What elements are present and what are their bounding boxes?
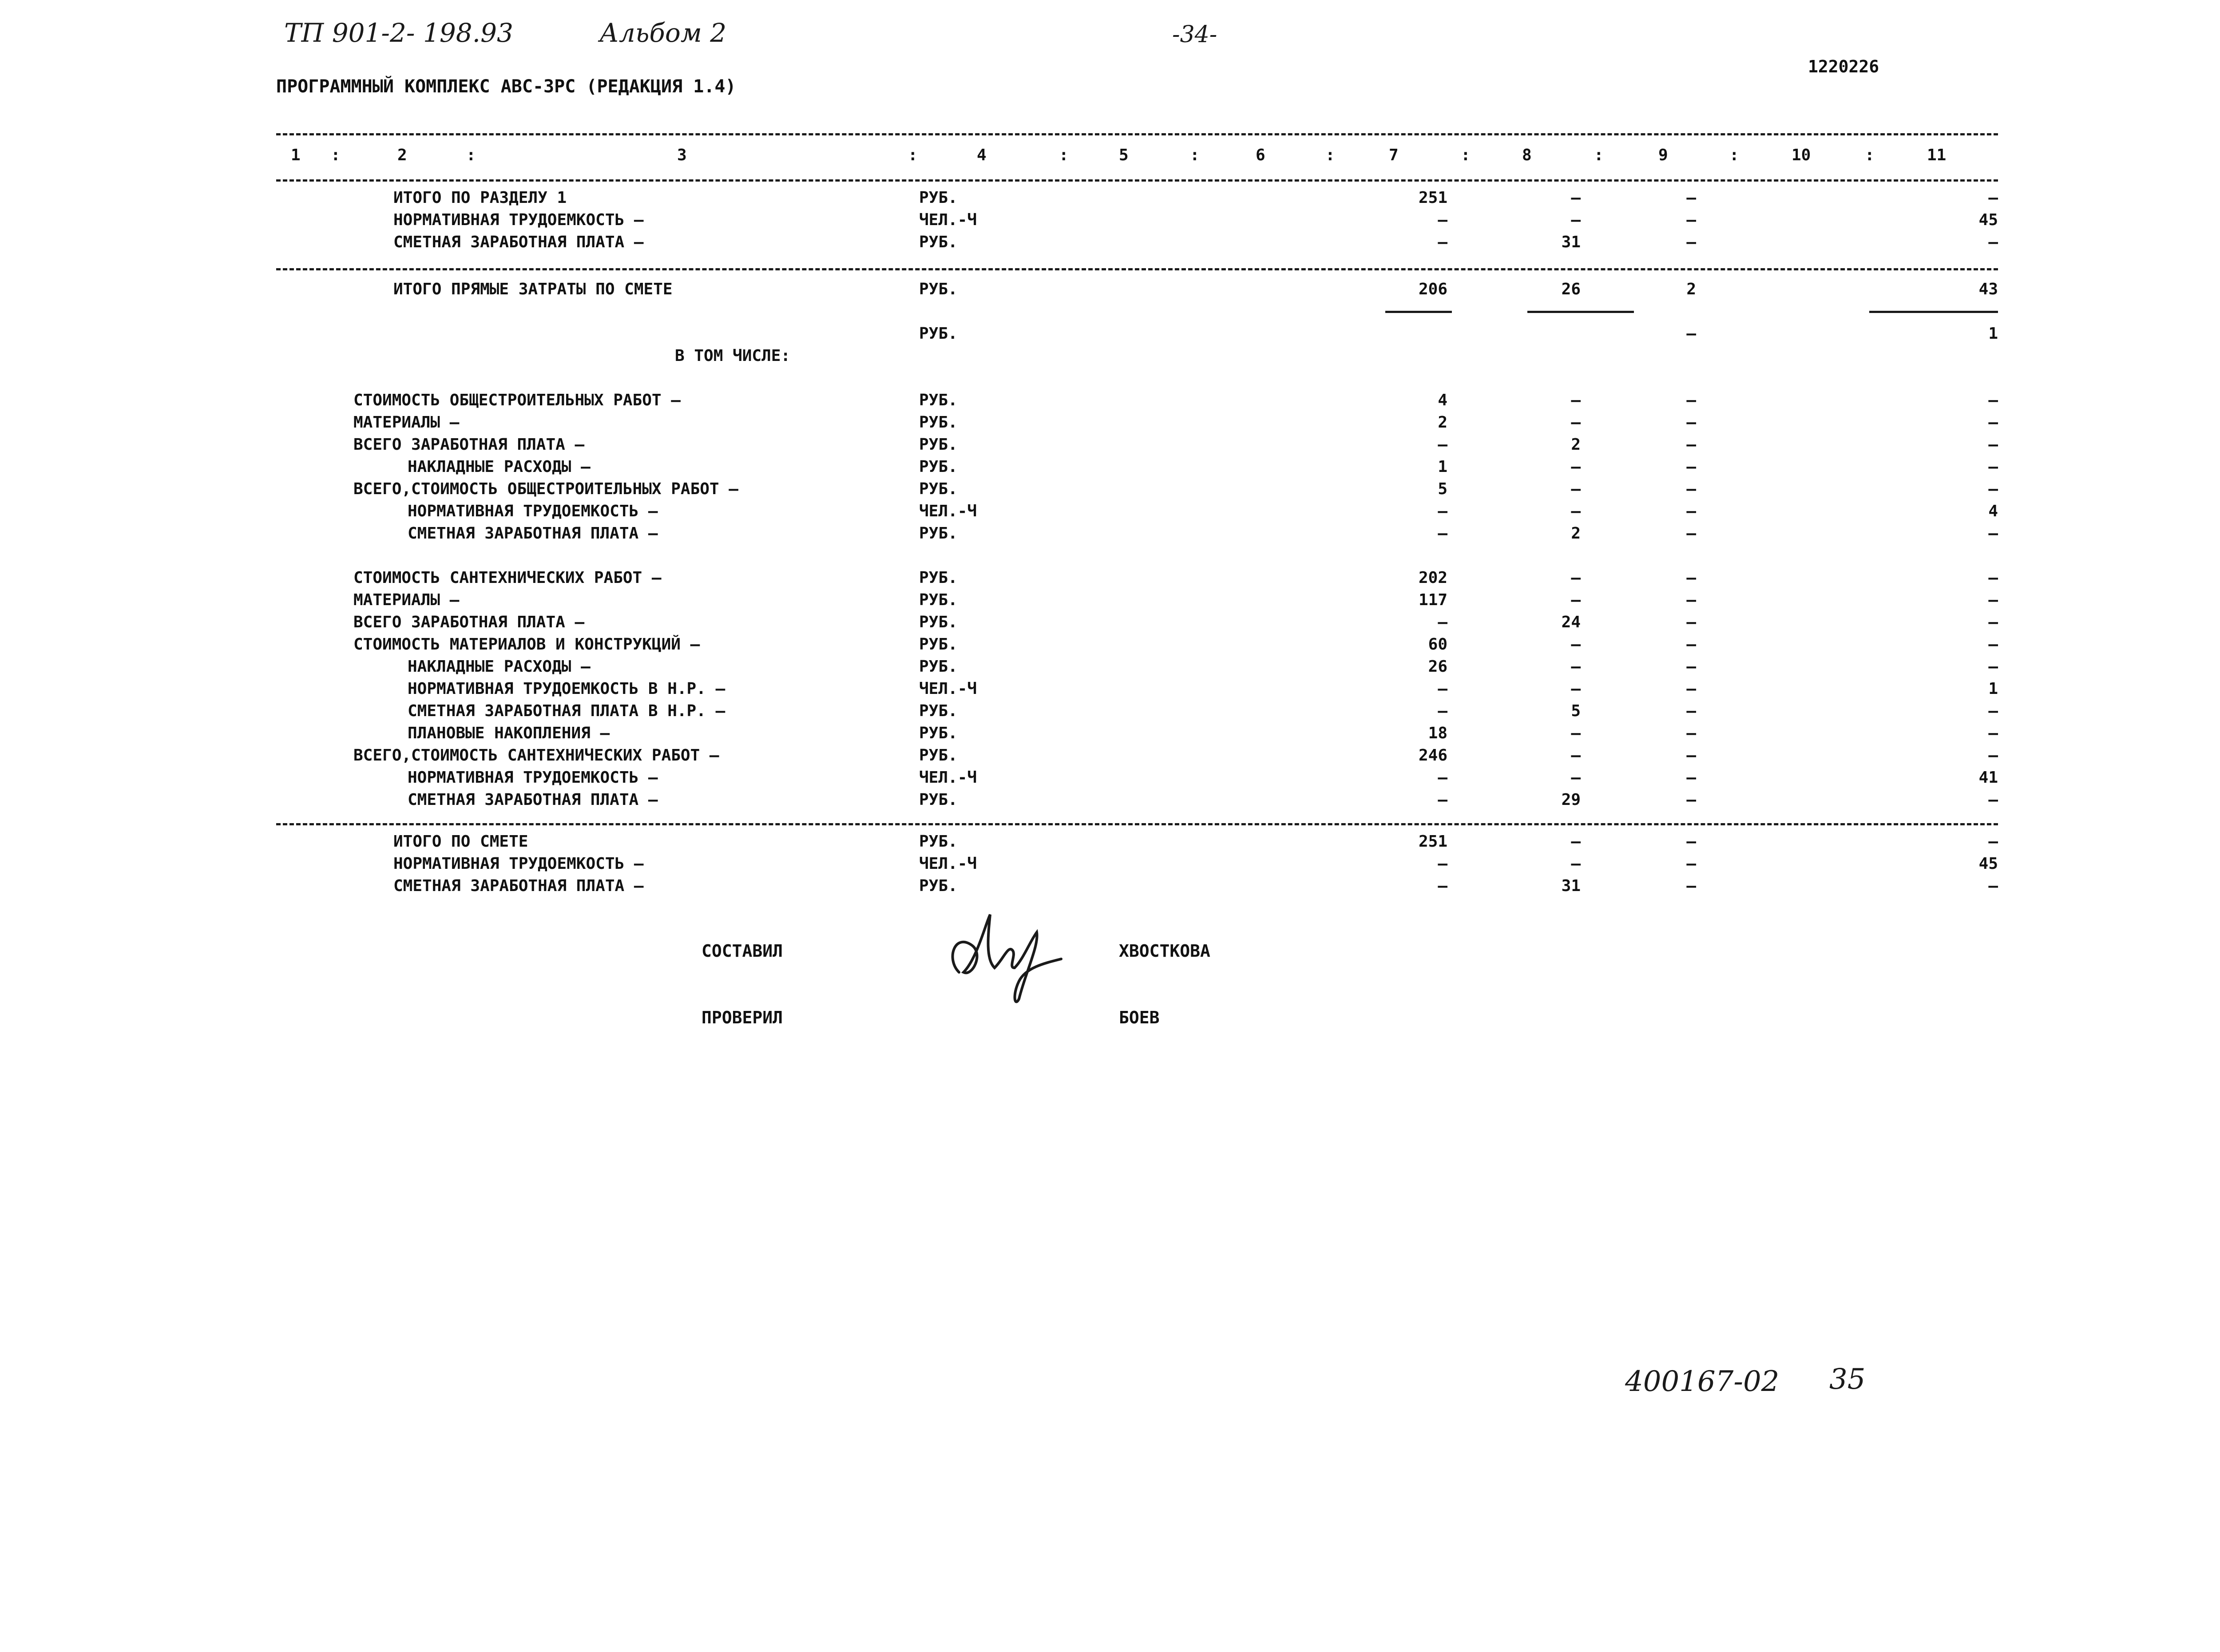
row-value-c11: – xyxy=(1988,702,1998,720)
row-value-c7: – xyxy=(1438,524,1447,543)
row-value-c9: – xyxy=(1686,591,1696,609)
row-value-c11: – xyxy=(1988,832,1998,851)
row-unit: РУБ. xyxy=(919,413,958,432)
row-value-c7: – xyxy=(1438,769,1447,787)
col-separator: : xyxy=(1729,146,1739,164)
col-header-4: 4 xyxy=(977,146,987,164)
sheet-code: 400167-02 xyxy=(1625,1365,1780,1398)
row-value-c9: 2 xyxy=(1686,280,1696,298)
row-label: СТОИМОСТЬ ОБЩЕСТРОИТЕЛЬНЫХ РАБОТ – xyxy=(353,391,681,409)
col-header-11: 11 xyxy=(1927,146,1946,164)
program-title: ПРОГРАММНЫЙ КОМПЛЕКС АВС-3РС (РЕДАКЦИЯ 1.4) xyxy=(276,76,736,97)
table-row xyxy=(0,701,2220,722)
row-value-c8: – xyxy=(1571,658,1581,676)
row-label: СТОИМОСТЬ МАТЕРИАЛОВ И КОНСТРУКЦИЙ – xyxy=(353,635,700,654)
row-value-c8: – xyxy=(1571,769,1581,787)
row-value-c11: 4 xyxy=(1988,502,1998,520)
row-value-c11: 1 xyxy=(1988,325,1998,343)
row-unit: РУБ. xyxy=(919,458,958,476)
row-value-c8: 26 xyxy=(1561,280,1581,298)
row-unit: РУБ. xyxy=(919,613,958,631)
row-value-c11: – xyxy=(1988,458,1998,476)
row-value-c11: – xyxy=(1988,436,1998,454)
row-value-c7: 2 xyxy=(1438,413,1447,432)
row-unit: РУБ. xyxy=(919,635,958,654)
row-unit: РУБ. xyxy=(919,480,958,498)
row-label: НОРМАТИВНАЯ ТРУДОЕМКОСТЬ – xyxy=(393,211,644,229)
row-value-c9: – xyxy=(1686,189,1696,207)
row-value-c8: – xyxy=(1571,502,1581,520)
row-value-c8: 2 xyxy=(1571,524,1581,543)
row-value-c11: 43 xyxy=(1978,280,1998,298)
row-value-c9: – xyxy=(1686,832,1696,851)
col-separator: : xyxy=(1461,146,1471,164)
table-row xyxy=(0,279,2220,300)
col-header-5: 5 xyxy=(1119,146,1129,164)
row-unit: ЧЕЛ.-Ч xyxy=(919,855,977,873)
row-value-c7: – xyxy=(1438,680,1447,698)
row-unit: РУБ. xyxy=(919,436,958,454)
table-row xyxy=(0,323,2220,345)
table-row xyxy=(0,210,2220,231)
row-label: ИТОГО ПО РАЗДЕЛУ 1 xyxy=(393,189,567,207)
row-value-c8: – xyxy=(1571,832,1581,851)
row-value-c8: 31 xyxy=(1561,233,1581,251)
row-value-c7: 4 xyxy=(1438,391,1447,409)
row-label: СМЕТНАЯ ЗАРАБОТНАЯ ПЛАТА В Н.Р. – xyxy=(408,702,725,720)
column-header-row xyxy=(0,145,2220,166)
row-label: ВСЕГО ЗАРАБОТНАЯ ПЛАТА – xyxy=(353,613,585,631)
col-separator: : xyxy=(331,146,341,164)
row-value-c8: – xyxy=(1571,189,1581,207)
row-value-c9: – xyxy=(1686,658,1696,676)
row-unit: РУБ. xyxy=(919,325,958,343)
row-unit: РУБ. xyxy=(919,280,958,298)
row-value-c9: – xyxy=(1686,233,1696,251)
table-row xyxy=(0,567,2220,589)
row-value-c11: – xyxy=(1988,791,1998,809)
row-label: НАКЛАДНЫЕ РАСХОДЫ – xyxy=(408,658,591,676)
row-label: МАТЕРИАЛЫ – xyxy=(353,413,460,432)
row-unit: РУБ. xyxy=(919,391,958,409)
col-header-6: 6 xyxy=(1256,146,1265,164)
row-label: ПЛАНОВЫЕ НАКОПЛЕНИЯ – xyxy=(408,724,610,742)
compiled-label: СОСТАВИЛ xyxy=(702,941,783,961)
row-value-c9: – xyxy=(1686,524,1696,543)
row-value-c9: – xyxy=(1686,635,1696,654)
row-value-c8: – xyxy=(1571,458,1581,476)
row-unit: ЧЕЛ.-Ч xyxy=(919,680,977,698)
row-value-c9: – xyxy=(1686,325,1696,343)
row-unit: РУБ. xyxy=(919,658,958,676)
row-value-c11: 41 xyxy=(1978,769,1998,787)
subtotal-rule-c8 xyxy=(1527,311,1634,313)
row-label: СМЕТНАЯ ЗАРАБОТНАЯ ПЛАТА – xyxy=(408,791,658,809)
col-separator: : xyxy=(1865,146,1875,164)
row-unit: РУБ. xyxy=(919,233,958,251)
col-header-9: 9 xyxy=(1658,146,1668,164)
row-unit: ЧЕЛ.-Ч xyxy=(919,211,977,229)
subtotal-rule-c11 xyxy=(1869,311,1998,313)
row-value-c7: 251 xyxy=(1418,832,1447,851)
row-value-c8: 29 xyxy=(1561,791,1581,809)
col-header-8: 8 xyxy=(1522,146,1532,164)
row-value-c7: – xyxy=(1438,791,1447,809)
table-row xyxy=(0,831,2220,852)
row-value-c9: – xyxy=(1686,791,1696,809)
row-value-c8: – xyxy=(1571,724,1581,742)
row-value-c11: – xyxy=(1988,189,1998,207)
table-row xyxy=(0,723,2220,744)
table-row xyxy=(0,678,2220,700)
row-unit: РУБ. xyxy=(919,724,958,742)
row-value-c7: 117 xyxy=(1418,591,1447,609)
row-value-c9: – xyxy=(1686,769,1696,787)
row-unit: ЧЕЛ.-Ч xyxy=(919,769,977,787)
row-value-c7: – xyxy=(1438,502,1447,520)
row-unit: РУБ. xyxy=(919,702,958,720)
row-value-c11: – xyxy=(1988,569,1998,587)
signature-scribble xyxy=(941,906,1066,1008)
table-row xyxy=(0,456,2220,478)
row-value-c11: – xyxy=(1988,746,1998,765)
row-value-c7: 60 xyxy=(1428,635,1447,654)
doc-code: ТП 901-2- 198.93 xyxy=(284,18,513,48)
table-row xyxy=(0,434,2220,456)
row-value-c7: – xyxy=(1438,702,1447,720)
table-row xyxy=(0,590,2220,611)
row-value-c7: 202 xyxy=(1418,569,1447,587)
table-row xyxy=(0,745,2220,766)
row-unit: РУБ. xyxy=(919,189,958,207)
row-value-c11: – xyxy=(1988,658,1998,676)
col-header-1: 1 xyxy=(291,146,301,164)
sheet-number: 35 xyxy=(1829,1363,1866,1396)
row-label: ИТОГО ПРЯМЫЕ ЗАТРАТЫ ПО СМЕТЕ xyxy=(393,280,673,298)
row-unit: ЧЕЛ.-Ч xyxy=(919,502,977,520)
row-value-c11: 45 xyxy=(1978,855,1998,873)
row-value-c9: – xyxy=(1686,458,1696,476)
table-row xyxy=(0,656,2220,677)
row-value-c11: – xyxy=(1988,480,1998,498)
row-value-c9: – xyxy=(1686,702,1696,720)
row-value-c9: – xyxy=(1686,680,1696,698)
row-value-c9: – xyxy=(1686,746,1696,765)
row-value-c8: – xyxy=(1571,211,1581,229)
row-value-c8: 31 xyxy=(1561,877,1581,895)
row-label: ИТОГО ПО СМЕТЕ xyxy=(393,832,528,851)
row-unit: РУБ. xyxy=(919,569,958,587)
row-value-c11: – xyxy=(1988,635,1998,654)
row-unit: РУБ. xyxy=(919,591,958,609)
row-unit: РУБ. xyxy=(919,791,958,809)
table-row xyxy=(0,187,2220,209)
row-value-c11: – xyxy=(1988,877,1998,895)
table-header-rule xyxy=(276,179,1998,182)
table-row xyxy=(0,390,2220,411)
row-value-c8: – xyxy=(1571,413,1581,432)
row-value-c7: – xyxy=(1438,211,1447,229)
row-value-c7: 18 xyxy=(1428,724,1447,742)
col-separator: : xyxy=(908,146,918,164)
row-value-c7: – xyxy=(1438,436,1447,454)
table-row xyxy=(0,767,2220,788)
table-row xyxy=(0,612,2220,633)
row-value-c7: – xyxy=(1438,855,1447,873)
row-unit: РУБ. xyxy=(919,746,958,765)
row-value-c7: 26 xyxy=(1428,658,1447,676)
album-label: Альбом 2 xyxy=(599,18,727,48)
row-value-c7: 251 xyxy=(1418,189,1447,207)
row-value-c8: – xyxy=(1571,569,1581,587)
col-header-3: 3 xyxy=(677,146,687,164)
row-value-c7: 246 xyxy=(1418,746,1447,765)
row-value-c11: – xyxy=(1988,233,1998,251)
row-value-c11: 45 xyxy=(1978,211,1998,229)
row-label: МАТЕРИАЛЫ – xyxy=(353,591,460,609)
row-label: СМЕТНАЯ ЗАРАБОТНАЯ ПЛАТА – xyxy=(408,524,658,543)
table-row xyxy=(0,479,2220,500)
row-label: СМЕТНАЯ ЗАРАБОТНАЯ ПЛАТА – xyxy=(393,233,644,251)
table-row xyxy=(0,523,2220,544)
col-separator: : xyxy=(1190,146,1200,164)
row-value-c11: – xyxy=(1988,613,1998,631)
row-value-c8: – xyxy=(1571,680,1581,698)
row-value-c7: 206 xyxy=(1418,280,1447,298)
row-value-c9: – xyxy=(1686,480,1696,498)
table-row xyxy=(0,232,2220,253)
row-unit: РУБ. xyxy=(919,524,958,543)
table-row xyxy=(0,853,2220,875)
row-value-c9: – xyxy=(1686,724,1696,742)
row-value-c7: – xyxy=(1438,877,1447,895)
row-value-c11: – xyxy=(1988,591,1998,609)
row-value-c8: – xyxy=(1571,746,1581,765)
row-value-c7: 5 xyxy=(1438,480,1447,498)
row-value-c9: – xyxy=(1686,855,1696,873)
row-label: В ТОМ ЧИСЛЕ: xyxy=(675,347,791,365)
row-value-c8: – xyxy=(1571,391,1581,409)
row-label: ВСЕГО,СТОИМОСТЬ ОБЩЕСТРОИТЕЛЬНЫХ РАБОТ – xyxy=(353,480,738,498)
row-value-c9: – xyxy=(1686,613,1696,631)
row-value-c9: – xyxy=(1686,391,1696,409)
row-label: НАКЛАДНЫЕ РАСХОДЫ – xyxy=(408,458,591,476)
row-value-c9: – xyxy=(1686,502,1696,520)
col-header-10: 10 xyxy=(1792,146,1811,164)
row-label: СТОИМОСТЬ САНТЕХНИЧЕСКИХ РАБОТ – xyxy=(353,569,662,587)
compiled-name: ХВОСТКОВА xyxy=(1119,941,1210,961)
row-value-c11: – xyxy=(1988,413,1998,432)
row-value-c8: – xyxy=(1571,635,1581,654)
col-separator: : xyxy=(466,146,476,164)
row-value-c7: 1 xyxy=(1438,458,1447,476)
row-value-c9: – xyxy=(1686,569,1696,587)
row-value-c7: – xyxy=(1438,613,1447,631)
row-label: СМЕТНАЯ ЗАРАБОТНАЯ ПЛАТА – xyxy=(393,877,644,895)
row-value-c8: – xyxy=(1571,480,1581,498)
table-top-rule xyxy=(276,133,1998,135)
row-value-c8: – xyxy=(1571,855,1581,873)
col-separator: : xyxy=(1059,146,1069,164)
subtotal-rule-c7 xyxy=(1385,311,1452,313)
table-row xyxy=(0,876,2220,897)
row-value-c8: 5 xyxy=(1571,702,1581,720)
row-value-c7: – xyxy=(1438,233,1447,251)
checked-label: ПРОВЕРИЛ xyxy=(702,1008,783,1027)
row-value-c9: – xyxy=(1686,211,1696,229)
row-label: НОРМАТИВНАЯ ТРУДОЕМКОСТЬ – xyxy=(408,769,658,787)
section-rule xyxy=(276,268,1998,270)
col-header-7: 7 xyxy=(1389,146,1399,164)
doc-id: 1220226 xyxy=(1808,57,1879,76)
row-unit: РУБ. xyxy=(919,877,958,895)
section-rule xyxy=(276,823,1998,825)
table-row xyxy=(0,789,2220,811)
row-value-c9: – xyxy=(1686,877,1696,895)
row-value-c9: – xyxy=(1686,436,1696,454)
row-label: НОРМАТИВНАЯ ТРУДОЕМКОСТЬ – xyxy=(408,502,658,520)
row-label: НОРМАТИВНАЯ ТРУДОЕМКОСТЬ В Н.Р. – xyxy=(408,680,725,698)
row-label: ВСЕГО,СТОИМОСТЬ САНТЕХНИЧЕСКИХ РАБОТ – xyxy=(353,746,719,765)
table-row xyxy=(0,412,2220,433)
row-value-c8: – xyxy=(1571,591,1581,609)
row-value-c8: 24 xyxy=(1561,613,1581,631)
row-value-c11: 1 xyxy=(1988,680,1998,698)
col-header-2: 2 xyxy=(397,146,407,164)
table-row xyxy=(0,345,2220,367)
table-row xyxy=(0,501,2220,522)
row-value-c9: – xyxy=(1686,413,1696,432)
row-value-c11: – xyxy=(1988,724,1998,742)
col-separator: : xyxy=(1594,146,1604,164)
col-separator: : xyxy=(1325,146,1335,164)
row-label: ВСЕГО ЗАРАБОТНАЯ ПЛАТА – xyxy=(353,436,585,454)
row-value-c8: 2 xyxy=(1571,436,1581,454)
row-unit: РУБ. xyxy=(919,832,958,851)
table-row xyxy=(0,634,2220,655)
row-value-c11: – xyxy=(1988,524,1998,543)
checked-name: БОЕВ xyxy=(1119,1008,1160,1027)
row-label: НОРМАТИВНАЯ ТРУДОЕМКОСТЬ – xyxy=(393,855,644,873)
page-number: -34- xyxy=(1172,21,1217,48)
row-value-c11: – xyxy=(1988,391,1998,409)
